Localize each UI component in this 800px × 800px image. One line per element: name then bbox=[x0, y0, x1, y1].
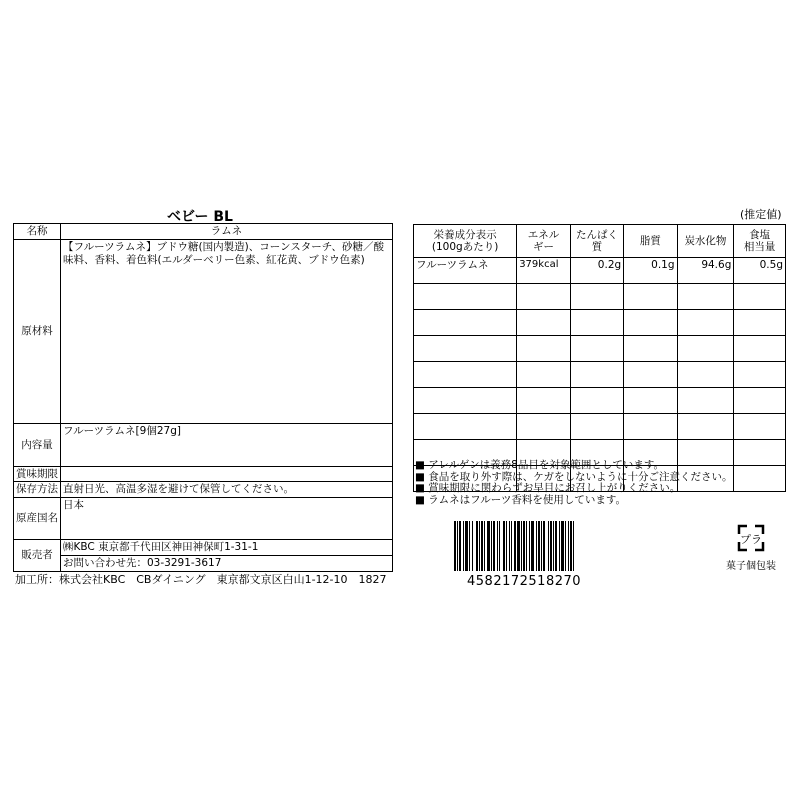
nutrition-empty-row bbox=[414, 284, 786, 310]
recycle-caption: 菓子個包装 bbox=[726, 561, 776, 572]
label-key-origin: 原産国名 bbox=[14, 498, 61, 540]
note-item: ■ ラムネはフルーツ香料を使用しています。 bbox=[415, 493, 626, 506]
nutrition-header-0: 栄養成分表示 (100gあたり) bbox=[414, 225, 517, 258]
nutrition-empty-cell bbox=[734, 440, 786, 466]
label-key-best-before: 賞味期限 bbox=[14, 467, 61, 482]
label-key-seller: 販売者 bbox=[14, 540, 61, 572]
label-key-contents: 内容量 bbox=[14, 424, 61, 467]
nutrition-empty-cell bbox=[624, 284, 677, 310]
nutrition-empty-row bbox=[414, 388, 786, 414]
label-value-storage: 直射日光、高温多湿を避けて保管してください。 bbox=[61, 482, 393, 498]
nutrition-empty-cell bbox=[734, 284, 786, 310]
nutrition-empty-cell bbox=[517, 414, 571, 440]
recycle-mark-text: プラ bbox=[740, 533, 762, 546]
nutrition-cell: 0.5g bbox=[734, 258, 786, 284]
nutrition-empty-cell bbox=[414, 388, 517, 414]
nutrition-empty-cell bbox=[624, 362, 677, 388]
barcode-number: 4582172518270 bbox=[467, 574, 582, 589]
nutrition-empty-cell bbox=[677, 388, 734, 414]
nutrition-empty-cell bbox=[734, 362, 786, 388]
label-value-origin: 日本 bbox=[61, 498, 393, 540]
nutrition-empty-cell bbox=[414, 284, 517, 310]
nutrition-empty-cell bbox=[570, 362, 623, 388]
note-item: ■ 食品を取り外す際は、ケガをしないように十分ご注意ください。 bbox=[415, 470, 733, 483]
label-value-name: ラムネ bbox=[61, 224, 393, 240]
nutrition-empty-cell bbox=[677, 310, 734, 336]
nutrition-empty-cell bbox=[517, 310, 571, 336]
nutrition-empty-cell bbox=[414, 414, 517, 440]
nutrition-table bbox=[413, 224, 786, 492]
nutrition-empty-cell bbox=[624, 414, 677, 440]
nutrition-empty-cell bbox=[570, 414, 623, 440]
manufacturer-line: 加工所：株式会社KBC CBダイニング 東京都文京区白山1-12-10 1827 bbox=[15, 573, 387, 586]
nutrition-row bbox=[414, 258, 786, 284]
nutrition-cell: フルーツラムネ bbox=[414, 258, 517, 284]
label-value-seller: ㈱KBC 東京都千代田区神田神保町1-31-1 bbox=[61, 540, 392, 556]
nutrition-empty-cell bbox=[624, 336, 677, 362]
barcode-bar bbox=[574, 521, 576, 571]
nutrition-empty-cell bbox=[734, 388, 786, 414]
nutrition-empty-cell bbox=[517, 336, 571, 362]
estimate-note: (推定値) bbox=[740, 208, 782, 221]
nutrition-empty-row bbox=[414, 414, 786, 440]
notes-list bbox=[415, 460, 733, 506]
note-item: ■ アレルゲンは義務8品目を対象範囲としています。 bbox=[415, 459, 664, 471]
nutrition-cell: 0.1g bbox=[624, 258, 677, 284]
nutrition-empty-cell bbox=[414, 336, 517, 362]
nutrition-empty-cell bbox=[677, 284, 734, 310]
nutrition-header-4: 炭水化物 bbox=[677, 225, 734, 258]
nutrition-empty-cell bbox=[517, 362, 571, 388]
food-label-table bbox=[13, 223, 393, 572]
nutrition-empty-cell bbox=[624, 388, 677, 414]
nutrition-empty-cell bbox=[677, 414, 734, 440]
nutrition-header-3: 脂質 bbox=[624, 225, 677, 258]
nutrition-empty-cell bbox=[517, 284, 571, 310]
nutrition-empty-cell bbox=[677, 336, 734, 362]
label-value-ingredients: 【フルーツラムネ】ブドウ糖(国内製造)、コーンスターチ、砂糖／酸味料、香料、着色料(エルダーベリー色素、紅花黄、ブドウ色素) bbox=[61, 240, 393, 424]
label-value-best-before bbox=[61, 467, 393, 482]
nutrition-empty-cell bbox=[414, 362, 517, 388]
nutrition-empty-cell bbox=[624, 310, 677, 336]
nutrition-empty-cell bbox=[414, 310, 517, 336]
nutrition-cell: 0.2g bbox=[570, 258, 623, 284]
label-key-name: 名称 bbox=[14, 224, 61, 240]
nutrition-empty-cell bbox=[570, 284, 623, 310]
nutrition-cell: 379kcal bbox=[517, 258, 571, 284]
nutrition-empty-cell bbox=[734, 466, 786, 492]
label-key-ingredients: 原材料 bbox=[14, 240, 61, 424]
nutrition-header-5: 食塩 相当量 bbox=[734, 225, 786, 258]
nutrition-header-2: たんぱく 質 bbox=[570, 225, 623, 258]
label-value-seller-cell bbox=[61, 540, 393, 572]
nutrition-cell: 94.6g bbox=[677, 258, 734, 284]
nutrition-empty-cell bbox=[570, 336, 623, 362]
product-name: ベビー BL bbox=[167, 209, 233, 225]
nutrition-header-1: エネル ギー bbox=[517, 225, 571, 258]
nutrition-empty-row bbox=[414, 362, 786, 388]
label-value-contact: お問い合わせ先：03-3291-3617 bbox=[63, 557, 222, 569]
nutrition-empty-cell bbox=[570, 310, 623, 336]
recycle-pla-icon bbox=[733, 520, 769, 556]
label-key-storage: 保存方法 bbox=[14, 482, 61, 498]
nutrition-empty-cell bbox=[677, 362, 734, 388]
nutrition-empty-cell bbox=[734, 336, 786, 362]
nutrition-empty-row bbox=[414, 310, 786, 336]
nutrition-empty-cell bbox=[517, 388, 571, 414]
nutrition-empty-cell bbox=[570, 388, 623, 414]
note-item: ■ 賞味期限に関わらずお早目にお召し上がりください。 bbox=[415, 482, 681, 494]
nutrition-empty-cell bbox=[734, 414, 786, 440]
barcode bbox=[454, 521, 635, 571]
nutrition-empty-row bbox=[414, 336, 786, 362]
nutrition-empty-cell bbox=[734, 310, 786, 336]
label-value-contents: フルーツラムネ[9個27g] bbox=[61, 424, 393, 467]
